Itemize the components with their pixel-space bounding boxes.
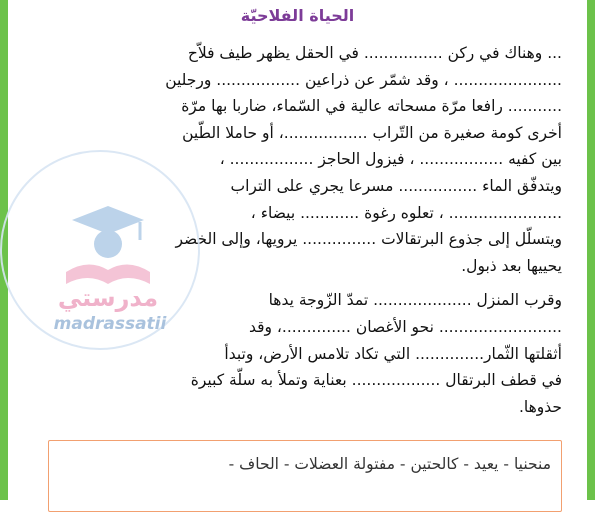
text-line: في قطف البرتقال .................. بعناية وتملأ به سلّة كبيرة — [190, 371, 562, 390]
text-line: ويتسلّل إلى جذوع البرتقالات ............... يرويها، وإلى الخضر — [175, 230, 562, 249]
text-line: ... وهناك في ركن ................ في الحقل يظهر طيف فلاّح — [187, 44, 562, 62]
word-bank-box — [48, 440, 562, 512]
watermark-latin-text: madrassatii — [53, 314, 167, 334]
word-bank-text: منحنيا - يعيد - كالحتين - مفتولة العضلات - الحاف - — [228, 455, 551, 473]
text-line: ...................... ، وقد شمّر عن ذراعين ................. ورجلين — [165, 70, 562, 89]
text-line: أخرى كومة صغيرة من التّراب .................، أو حاملا الطّين — [182, 123, 562, 142]
text-line: بين كفيه ................. ، فيزول الحاجز ................. ، — [219, 150, 562, 169]
left-frame-border — [0, 0, 8, 500]
text-line: وقرب المنزل .................... تمدّ الزّوجة يدها — [268, 291, 562, 310]
text-line: حذوها. — [518, 397, 562, 416]
text-line: ......................... نحو الأغصان ..............، وقد — [248, 317, 562, 336]
text-line: ....................... ، تعلوه رغوة ............ بيضاء ، — [250, 203, 562, 222]
paragraph-gap — [42, 279, 562, 287]
text-line: أثقلتها الثّمار.............. التي تكاد تلامس الأرض، وتبدأ — [224, 344, 562, 363]
page-title: الحياة الفلاحيّة — [240, 6, 355, 25]
text-line: ........... رافعا مرّة مسحاته عالية في السّماء، ضاربا بها مرّة — [181, 97, 562, 116]
paragraph-text — [42, 40, 562, 420]
text-line: يحييها بعد ذبول. — [461, 256, 562, 275]
text-line: ويتدفّق الماء ................ مسرعا يجري على التراب — [230, 176, 562, 195]
right-frame-border — [587, 0, 595, 500]
watermark-arabic-text: مدرستي — [57, 284, 159, 312]
